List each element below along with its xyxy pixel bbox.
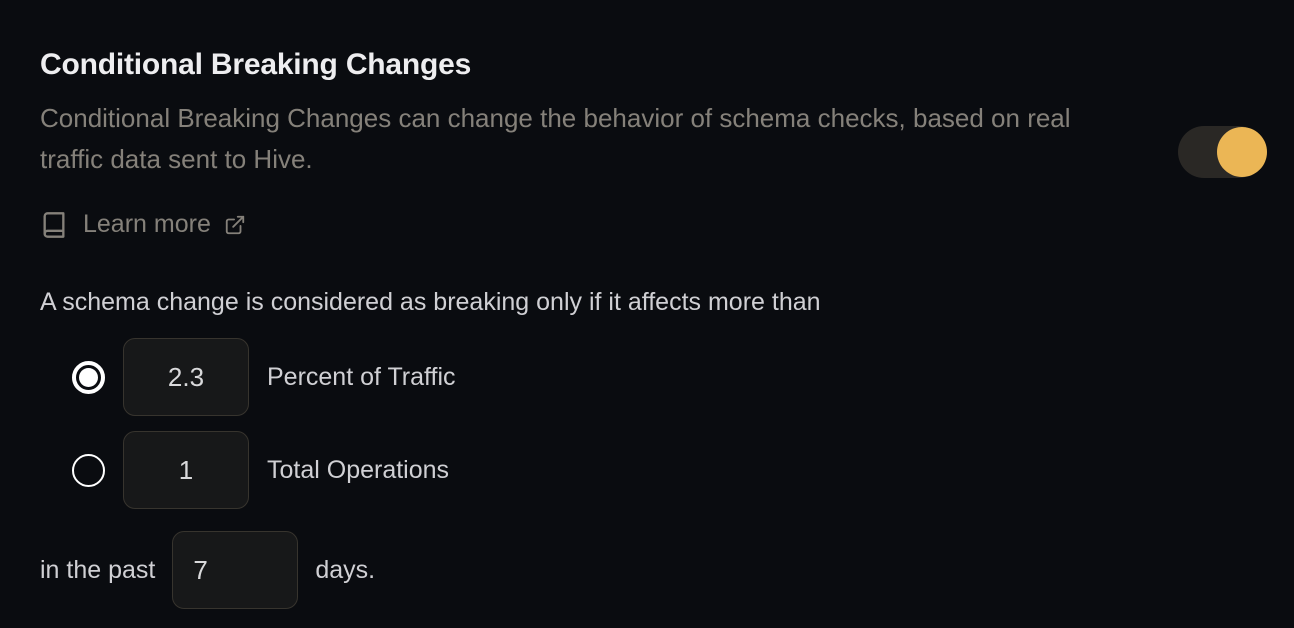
period-prefix: in the past [40,555,156,584]
total-operations-label: Total Operations [267,455,450,484]
condition-intro: A schema change is considered as breaking only if it affects more than [40,288,821,316]
description-line-2: traffic data sent to Hive. [40,144,313,174]
page-title: Conditional Breaking Changes [40,48,472,81]
learn-more-link[interactable] [40,210,246,239]
external-link-icon [224,214,246,236]
conditional-breaking-changes-toggle[interactable] [1178,126,1264,178]
description [40,98,1071,180]
threshold-option-row-percent [40,338,1264,416]
total-operations-input[interactable] [123,431,249,509]
radio-percent-of-traffic[interactable] [72,361,105,394]
days-input[interactable] [172,531,298,609]
book-icon [40,211,68,239]
percent-of-traffic-input[interactable] [123,338,249,416]
threshold-option-row-total [40,431,1264,509]
header-row [40,98,1264,180]
learn-more-label: Learn more [83,210,211,238]
period-row [40,531,1264,609]
toggle-knob [1217,127,1267,177]
radio-total-operations[interactable] [72,454,105,487]
description-line-1: Conditional Breaking Changes can change the behavior of schema checks, based on real [40,103,1071,133]
period-suffix: days. [315,555,376,584]
percent-of-traffic-label: Percent of Traffic [267,362,456,391]
